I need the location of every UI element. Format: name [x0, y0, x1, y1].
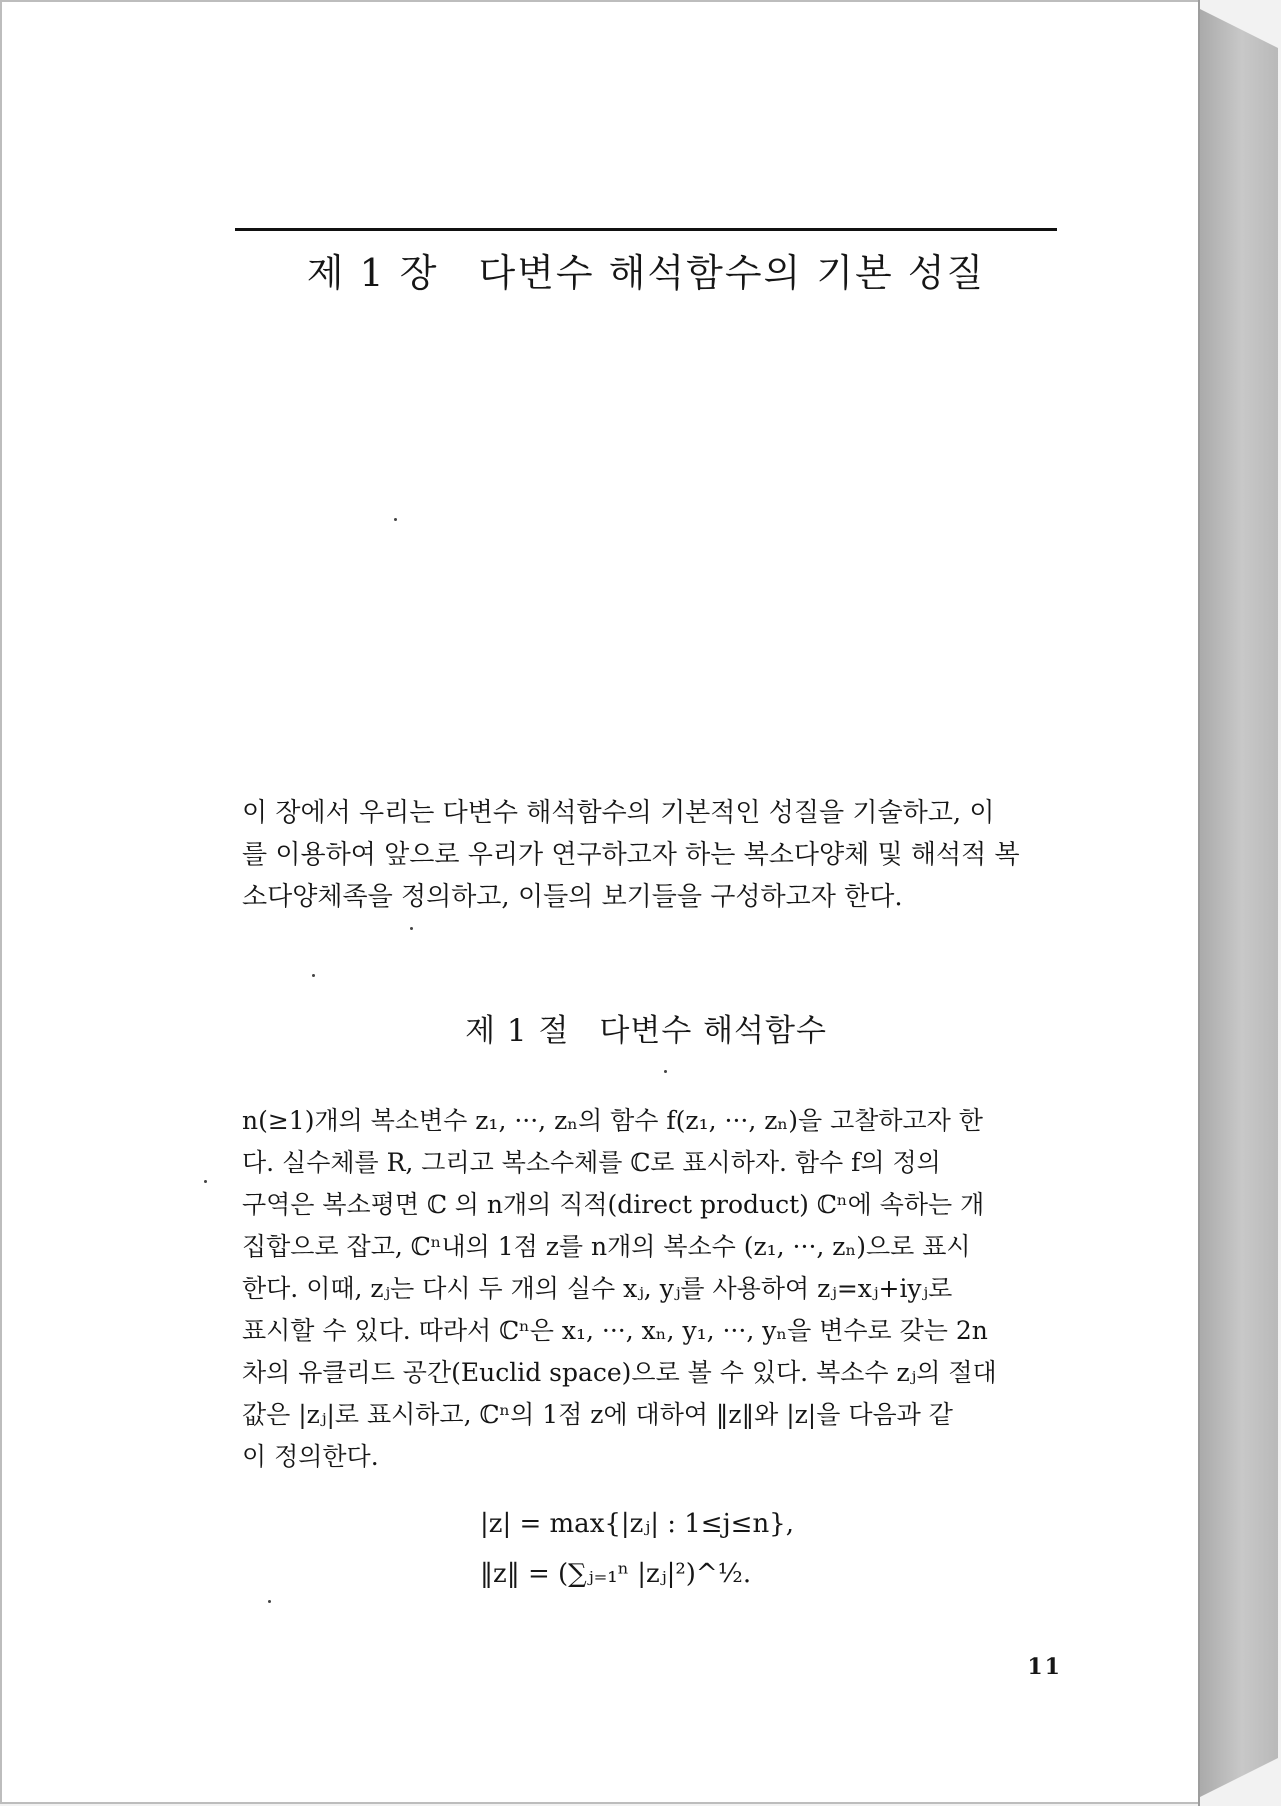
section-number: 제 1 절 [465, 1013, 570, 1049]
body-line: 차의 유클리드 공간(Euclid space)으로 볼 수 있다. 복소수 zⱼ의 절대 [242, 1358, 997, 1387]
chapter-heading [235, 242, 1057, 297]
body-paragraph [242, 1100, 1082, 1478]
body-line: 이 정의한다. [242, 1442, 379, 1471]
intro-paragraph [242, 792, 1072, 918]
formula-block [480, 1499, 880, 1599]
scan-speck [664, 1070, 667, 1073]
page-number: 11 [1027, 1654, 1062, 1680]
page-stack-edge [1198, 8, 1278, 1798]
chapter-number: 제 1 장 [306, 251, 439, 295]
body-line: n(≥1)개의 복소변수 z₁, ···, zₙ의 함수 f(z₁, ···, zₙ)을 고찰하고자 한 [242, 1106, 983, 1135]
section-heading [235, 1005, 1057, 1050]
chapter-title: 다변수 해석함수의 기본 성질 [478, 251, 986, 295]
page-stack-divider [1198, 0, 1200, 1806]
section-title: 다변수 해석함수 [599, 1013, 827, 1049]
body-line: 집합으로 잡고, ℂⁿ내의 1점 z를 n개의 복소수 (z₁, ···, zₙ)으로 표시 [242, 1232, 971, 1261]
scan-speck [204, 1180, 207, 1183]
body-line: 표시할 수 있다. 따라서 ℂⁿ은 x₁, ···, xₙ, y₁, ···, yₙ을 변수로 갖는 2n [242, 1316, 988, 1345]
intro-line: 소다양체족을 정의하고, 이들의 보기들을 구성하고자 한다. [242, 882, 903, 912]
body-line: 값은 |zⱼ|로 표시하고, ℂⁿ의 1점 z에 대하여 ‖z‖와 |z|을 다음과 같 [242, 1400, 953, 1429]
intro-line: 이 장에서 우리는 다변수 해석함수의 기본적인 성질을 기술하고, 이 [242, 798, 995, 828]
body-line: 다. 실수체를 R, 그리고 복소수체를 ℂ로 표시하자. 함수 f의 정의 [242, 1148, 941, 1177]
scan-speck [312, 974, 315, 977]
body-line: 구역은 복소평면 ℂ 의 n개의 직적(direct product) ℂⁿ에 속하는 개 [242, 1190, 985, 1219]
body-line: 한다. 이때, zⱼ는 다시 두 개의 실수 xⱼ, yⱼ를 사용하여 zⱼ=xⱼ+iyⱼ로 [242, 1274, 953, 1303]
intro-line: 를 이용하여 앞으로 우리가 연구하고자 하는 복소다양체 및 해석적 복 [242, 840, 1020, 870]
formula-euclid-norm: ‖z‖ = (∑ⱼ₌₁ⁿ |zⱼ|²)^½. [480, 1559, 752, 1589]
scan-speck [410, 927, 413, 930]
formula-max-norm: |z| = max{|zⱼ| : 1≤j≤n}, [480, 1509, 794, 1539]
scan-speck [394, 518, 397, 521]
chapter-rule [235, 228, 1057, 231]
scan-speck [268, 1600, 271, 1603]
